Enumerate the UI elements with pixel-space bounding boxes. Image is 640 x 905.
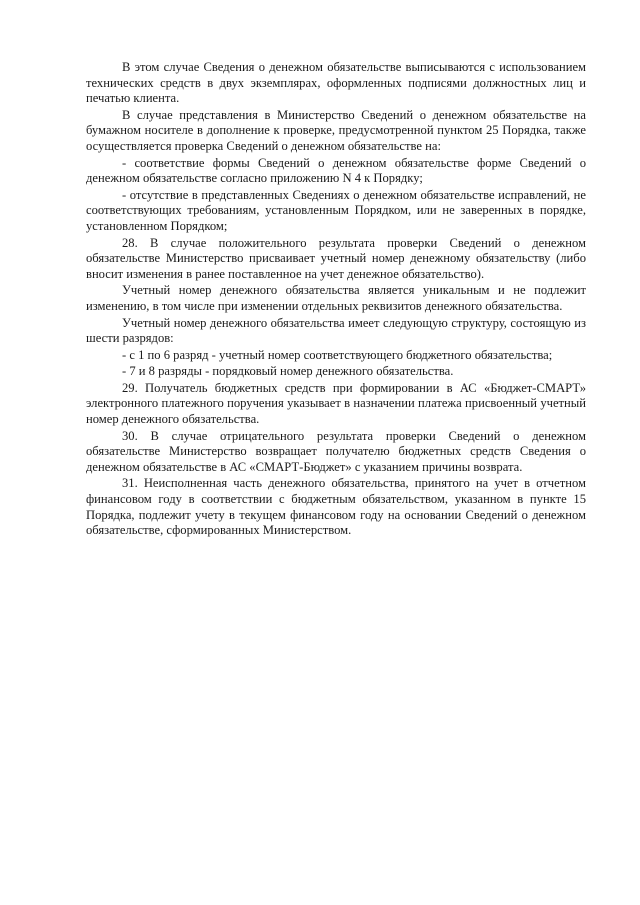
- paragraph-item-28: 28. В случае положительного результата проверки Сведений о денежном обязательстве Министерство присваивает учетный номер денежному обязательству (либо вносит изменения в ранее поставленное на учет денежное обязательство).: [86, 235, 586, 281]
- paragraph-copies-note: В этом случае Сведения о денежном обязательстве выписываются с использованием технических средств в двух экземплярах, оформленных подписями должностных лиц и печатью клиента.: [86, 60, 586, 106]
- paragraph-item-29: 29. Получатель бюджетных средств при формировании в АС «Бюджет-СМАРТ» электронного платежного поручения указывает в назначении платежа присвоенный учетный номер денежного обязательства.: [86, 380, 586, 427]
- paragraph-paper-check: В случае представления в Министерство Сведений о денежном обязательстве на бумажном носителе в дополнение к проверке, предусмотренной пунктом 25 Порядка, также осуществляется проверка Сведений о денежном обязательстве на:: [86, 107, 586, 153]
- document-body: [86, 60, 586, 540]
- paragraph-number-structure: Учетный номер денежного обязательства имеет следующую структуру, состоящую из шести разрядов:: [86, 315, 586, 346]
- paragraph-item-30: 30. В случае отрицательного результата проверки Сведений о денежном обязательстве Министерство возвращает получателю бюджетных средств Сведения о денежном обязательстве в АС «СМАРТ-Бюджет» с указанием причины возврата.: [86, 428, 586, 474]
- list-item-no-corrections: - отсутствие в представленных Сведениях о денежном обязательстве исправлений, не соответствующих требованиям, установленным Порядком, или не заверенных в порядке, установленном Порядком;: [86, 187, 586, 233]
- list-item-digits-7-8: - 7 и 8 разряды - порядковый номер денежного обязательства.: [122, 364, 454, 379]
- paragraph-item-31: 31. Неисполненная часть денежного обязательства, принятого на учет в отчетном финансовом году в соответствии с бюджетным обязательством, указанном в пункте 15 Порядка, подлежит учету в текущем финансовом году на основании Сведений о денежном обязательстве, сформированных Министерством.: [86, 476, 586, 538]
- list-item-form-compliance: - соответствие формы Сведений о денежном обязательстве форме Сведений о денежном обязательстве согласно приложению N 4 к Порядку;: [86, 155, 586, 186]
- list-item-digits-1-6: - с 1 по 6 разряд - учетный номер соответствующего бюджетного обязательства;: [122, 347, 553, 362]
- paragraph-unique-number: Учетный номер денежного обязательства является уникальным и не подлежит изменению, в том числе при изменении отдельных реквизитов денежного обязательства.: [86, 283, 586, 313]
